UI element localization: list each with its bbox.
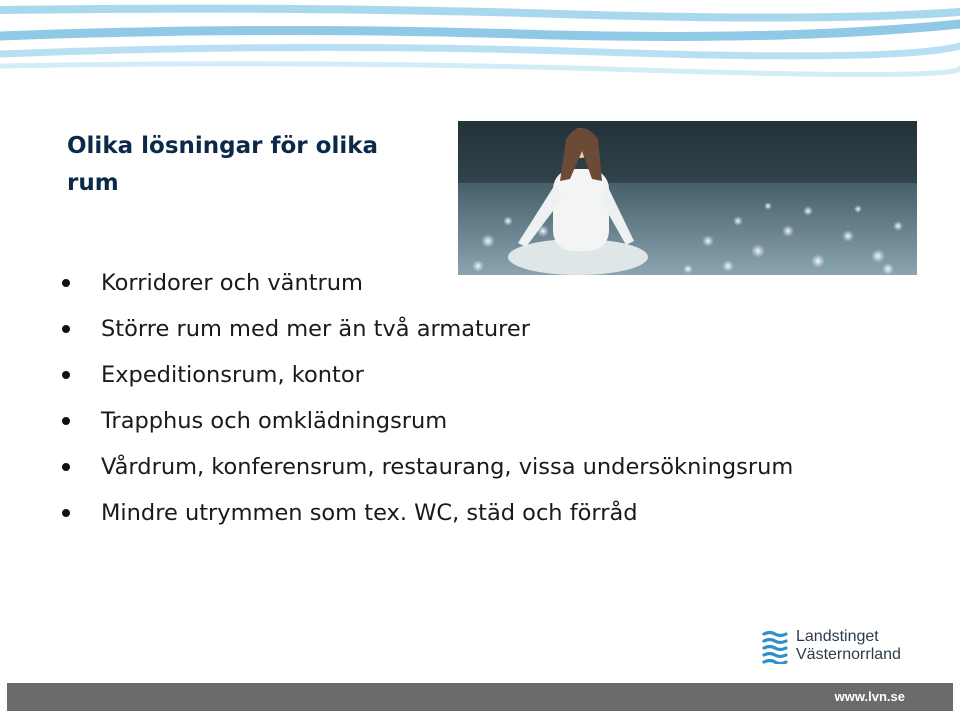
bullet-icon [62, 417, 70, 425]
bullet-icon [62, 325, 70, 333]
bullet-text: Mindre utrymmen som tex. WC, städ och förråd [101, 500, 638, 526]
list-item [60, 260, 940, 306]
slide-title: Olika lösningar för olika rum [67, 133, 379, 196]
list-item [60, 306, 940, 352]
bullet-list [60, 260, 940, 536]
meditation-photo [458, 121, 917, 275]
bullet-icon [62, 279, 70, 287]
logo-text-line2: Västernorrland [796, 646, 901, 663]
bullet-text: Trapphus och omklädningsrum [101, 408, 448, 434]
list-item [60, 398, 940, 444]
bullet-icon [62, 509, 70, 517]
list-item [60, 444, 940, 490]
lvn-wave-logo-icon [762, 630, 788, 664]
bullet-icon [62, 371, 70, 379]
list-item [60, 490, 940, 536]
bullet-text: Expeditionsrum, kontor [101, 362, 364, 388]
bullet-text: Större rum med mer än två armaturer [101, 316, 530, 342]
footer-bar [7, 683, 953, 711]
bullet-text: Vårdrum, konferensrum, restaurang, vissa undersökningsrum [101, 454, 794, 480]
header-wave-decoration [0, 0, 960, 90]
logo-text-line1: Landstinget [796, 628, 879, 645]
footer-url: www.lvn.se [834, 689, 905, 704]
bullet-icon [62, 463, 70, 471]
list-item [60, 352, 940, 398]
bullet-text: Korridorer och väntrum [101, 270, 363, 296]
organization-logo [762, 628, 922, 668]
